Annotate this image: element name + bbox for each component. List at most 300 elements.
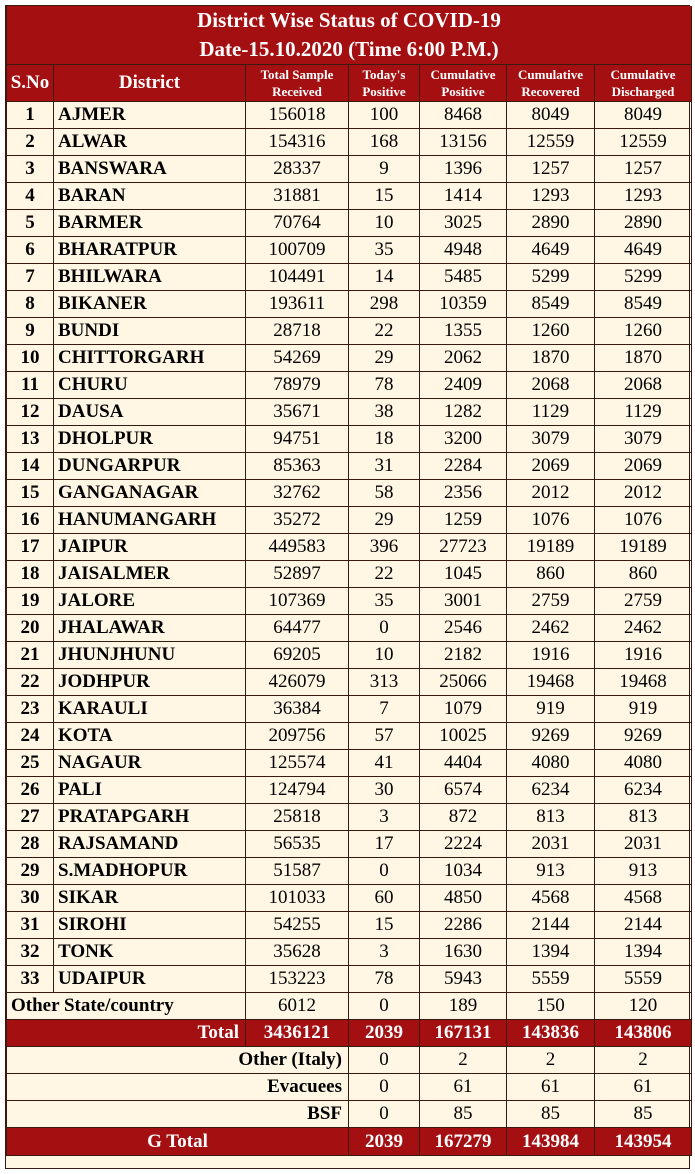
- cell-sno: 7: [7, 264, 54, 291]
- extra-today-positive: 0: [349, 1047, 420, 1074]
- cell-total-sample: 56535: [246, 831, 349, 858]
- cell-cumulative-discharged: 5559: [595, 966, 692, 993]
- table-row: [7, 237, 692, 264]
- cell-district: JHUNJHUNU: [54, 642, 246, 669]
- cell-total-sample: 124794: [246, 777, 349, 804]
- table-row: [7, 345, 692, 372]
- cell-today-positive: 3: [349, 939, 420, 966]
- cell-cumulative-recovered: 2068: [507, 372, 595, 399]
- cell-cumulative-recovered: 3079: [507, 426, 595, 453]
- cell-district: KOTA: [54, 723, 246, 750]
- cell-district: AJMER: [54, 102, 246, 129]
- table-row: [7, 561, 692, 588]
- table-row: [7, 291, 692, 318]
- report-title: District Wise Status of COVID-19: [7, 6, 692, 35]
- cell-today-positive: 14: [349, 264, 420, 291]
- cell-total-sample: 107369: [246, 588, 349, 615]
- cell-today-positive: 78: [349, 966, 420, 993]
- table-row: [7, 696, 692, 723]
- cell-total-sample: 28718: [246, 318, 349, 345]
- cell-total-sample: 51587: [246, 858, 349, 885]
- cell-total-sample: 54255: [246, 912, 349, 939]
- cell-today-positive: 57: [349, 723, 420, 750]
- cell-cumulative-positive: 1396: [420, 156, 507, 183]
- cell-sno: 24: [7, 723, 54, 750]
- status-sheet: [5, 5, 690, 1169]
- cell-cumulative-positive: 5485: [420, 264, 507, 291]
- cell-cumulative-positive: 2182: [420, 642, 507, 669]
- cell-cumulative-discharged: 9269: [595, 723, 692, 750]
- cell-cumulative-recovered: 1129: [507, 399, 595, 426]
- grand-total-today-positive: 2039: [349, 1128, 420, 1156]
- cell-cumulative-positive: 3001: [420, 588, 507, 615]
- cell-sno: 13: [7, 426, 54, 453]
- cell-district: BANSWARA: [54, 156, 246, 183]
- header-cumulative-positive: Cumulative Positive: [420, 65, 507, 102]
- cell-district: PALI: [54, 777, 246, 804]
- cell-district: BHILWARA: [54, 264, 246, 291]
- cell-sno: 11: [7, 372, 54, 399]
- cell-cumulative-discharged: 813: [595, 804, 692, 831]
- cell-sno: 2: [7, 129, 54, 156]
- extra-label: Evacuees: [7, 1074, 349, 1101]
- extra-cumulative-discharged: 2: [595, 1047, 692, 1074]
- table-row: [7, 372, 692, 399]
- table-row: [7, 912, 692, 939]
- header-cumulative-discharged: Cumulative Discharged: [595, 65, 692, 102]
- table-row: [7, 453, 692, 480]
- cell-today-positive: 313: [349, 669, 420, 696]
- grand-total-row: [7, 1128, 692, 1156]
- table-row: [7, 831, 692, 858]
- cell-total-sample: 36384: [246, 696, 349, 723]
- cell-cumulative-discharged: 860: [595, 561, 692, 588]
- cell-sno: 18: [7, 561, 54, 588]
- extra-row: [7, 1101, 692, 1128]
- header-row: [7, 65, 692, 102]
- cell-sno: 8: [7, 291, 54, 318]
- cell-district: S.MADHOPUR: [54, 858, 246, 885]
- cell-today-positive: 0: [349, 858, 420, 885]
- cell-cumulative-positive: 189: [420, 993, 507, 1020]
- cell-cumulative-discharged: 6234: [595, 777, 692, 804]
- table-row: [7, 129, 692, 156]
- extra-today-positive: 0: [349, 1074, 420, 1101]
- cell-cumulative-positive: 5943: [420, 966, 507, 993]
- cell-cumulative-discharged: 2012: [595, 480, 692, 507]
- cell-cumulative-positive: 2546: [420, 615, 507, 642]
- cell-district: BHARATPUR: [54, 237, 246, 264]
- cell-district: PRATAPGARH: [54, 804, 246, 831]
- cell-cumulative-discharged: 12559: [595, 129, 692, 156]
- cell-sno: 28: [7, 831, 54, 858]
- table-row: [7, 507, 692, 534]
- total-sample: 3436121: [246, 1020, 349, 1047]
- cell-cumulative-recovered: 913: [507, 858, 595, 885]
- cell-cumulative-recovered: 2031: [507, 831, 595, 858]
- cell-district: GANGANAGAR: [54, 480, 246, 507]
- table-row: [7, 669, 692, 696]
- cell-sno: 15: [7, 480, 54, 507]
- cell-district: BARAN: [54, 183, 246, 210]
- cell-today-positive: 15: [349, 912, 420, 939]
- cell-district: CHURU: [54, 372, 246, 399]
- cell-cumulative-positive: 1414: [420, 183, 507, 210]
- cell-cumulative-discharged: 2068: [595, 372, 692, 399]
- cell-sno: 5: [7, 210, 54, 237]
- cell-cumulative-discharged: 8049: [595, 102, 692, 129]
- cell-sno: 1: [7, 102, 54, 129]
- cell-sno: 31: [7, 912, 54, 939]
- extra-cumulative-discharged: 61: [595, 1074, 692, 1101]
- cell-today-positive: 3: [349, 804, 420, 831]
- cell-district: ALWAR: [54, 129, 246, 156]
- covid-status-table: [6, 6, 692, 1156]
- cell-today-positive: 298: [349, 291, 420, 318]
- cell-today-positive: 15: [349, 183, 420, 210]
- cell-cumulative-recovered: 2890: [507, 210, 595, 237]
- table-row: [7, 939, 692, 966]
- cell-cumulative-positive: 10025: [420, 723, 507, 750]
- cell-today-positive: 78: [349, 372, 420, 399]
- cell-today-positive: 31: [349, 453, 420, 480]
- cell-total-sample: 31881: [246, 183, 349, 210]
- cell-sno: 27: [7, 804, 54, 831]
- table-row: [7, 858, 692, 885]
- cell-cumulative-discharged: 3079: [595, 426, 692, 453]
- table-row: [7, 480, 692, 507]
- cell-today-positive: 10: [349, 642, 420, 669]
- cell-district: UDAIPUR: [54, 966, 246, 993]
- title-row-2: [7, 35, 692, 65]
- other-state-label: Other State/country: [7, 993, 246, 1020]
- total-cumulative-positive: 167131: [420, 1020, 507, 1047]
- cell-today-positive: 0: [349, 993, 420, 1020]
- extra-row: [7, 1074, 692, 1101]
- cell-total-sample: 426079: [246, 669, 349, 696]
- cell-sno: 9: [7, 318, 54, 345]
- grand-total-cumulative-discharged: 143954: [595, 1128, 692, 1156]
- cell-cumulative-discharged: 1916: [595, 642, 692, 669]
- cell-cumulative-recovered: 8049: [507, 102, 595, 129]
- table-row: [7, 426, 692, 453]
- cell-cumulative-recovered: 2069: [507, 453, 595, 480]
- cell-today-positive: 60: [349, 885, 420, 912]
- cell-cumulative-discharged: 8549: [595, 291, 692, 318]
- total-cumulative-discharged: 143806: [595, 1020, 692, 1047]
- total-today-positive: 2039: [349, 1020, 420, 1047]
- cell-cumulative-recovered: 150: [507, 993, 595, 1020]
- cell-sno: 12: [7, 399, 54, 426]
- cell-cumulative-discharged: 919: [595, 696, 692, 723]
- cell-sno: 30: [7, 885, 54, 912]
- cell-today-positive: 29: [349, 507, 420, 534]
- cell-cumulative-recovered: 19189: [507, 534, 595, 561]
- table-row: [7, 777, 692, 804]
- table-row: [7, 156, 692, 183]
- cell-district: KARAULI: [54, 696, 246, 723]
- cell-total-sample: 28337: [246, 156, 349, 183]
- cell-cumulative-discharged: 1076: [595, 507, 692, 534]
- cell-cumulative-positive: 2284: [420, 453, 507, 480]
- grand-total-cumulative-recovered: 143984: [507, 1128, 595, 1156]
- cell-total-sample: 153223: [246, 966, 349, 993]
- cell-today-positive: 168: [349, 129, 420, 156]
- cell-today-positive: 38: [349, 399, 420, 426]
- cell-district: CHITTORGARH: [54, 345, 246, 372]
- cell-cumulative-positive: 1630: [420, 939, 507, 966]
- total-row: [7, 1020, 692, 1047]
- table-row: [7, 750, 692, 777]
- cell-sno: 17: [7, 534, 54, 561]
- cell-cumulative-discharged: 1129: [595, 399, 692, 426]
- cell-cumulative-discharged: 1260: [595, 318, 692, 345]
- cell-today-positive: 10: [349, 210, 420, 237]
- cell-cumulative-recovered: 1260: [507, 318, 595, 345]
- total-cumulative-recovered: 143836: [507, 1020, 595, 1047]
- table-row: [7, 534, 692, 561]
- cell-district: JALORE: [54, 588, 246, 615]
- cell-cumulative-positive: 1355: [420, 318, 507, 345]
- cell-cumulative-positive: 25066: [420, 669, 507, 696]
- extra-label: BSF: [7, 1101, 349, 1128]
- extra-cumulative-positive: 85: [420, 1101, 507, 1128]
- cell-district: BUNDI: [54, 318, 246, 345]
- cell-district: SIKAR: [54, 885, 246, 912]
- cell-cumulative-discharged: 1257: [595, 156, 692, 183]
- cell-total-sample: 52897: [246, 561, 349, 588]
- cell-cumulative-positive: 3200: [420, 426, 507, 453]
- cell-cumulative-recovered: 2462: [507, 615, 595, 642]
- cell-today-positive: 0: [349, 615, 420, 642]
- extra-cumulative-discharged: 85: [595, 1101, 692, 1128]
- cell-district: DHOLPUR: [54, 426, 246, 453]
- cell-sno: 22: [7, 669, 54, 696]
- cell-total-sample: 32762: [246, 480, 349, 507]
- cell-cumulative-discharged: 19468: [595, 669, 692, 696]
- extra-cumulative-recovered: 85: [507, 1101, 595, 1128]
- cell-total-sample: 193611: [246, 291, 349, 318]
- cell-cumulative-recovered: 5299: [507, 264, 595, 291]
- cell-cumulative-positive: 4850: [420, 885, 507, 912]
- cell-today-positive: 22: [349, 318, 420, 345]
- cell-cumulative-recovered: 19468: [507, 669, 595, 696]
- cell-cumulative-discharged: 120: [595, 993, 692, 1020]
- table-row: [7, 210, 692, 237]
- cell-sno: 21: [7, 642, 54, 669]
- cell-total-sample: 35671: [246, 399, 349, 426]
- cell-sno: 14: [7, 453, 54, 480]
- cell-cumulative-discharged: 2890: [595, 210, 692, 237]
- table-row: [7, 102, 692, 129]
- cell-today-positive: 41: [349, 750, 420, 777]
- table-row: [7, 318, 692, 345]
- cell-cumulative-recovered: 4080: [507, 750, 595, 777]
- cell-cumulative-positive: 2224: [420, 831, 507, 858]
- cell-cumulative-recovered: 9269: [507, 723, 595, 750]
- cell-cumulative-discharged: 4568: [595, 885, 692, 912]
- cell-total-sample: 125574: [246, 750, 349, 777]
- table-row: [7, 264, 692, 291]
- extra-cumulative-recovered: 2: [507, 1047, 595, 1074]
- cell-cumulative-recovered: 6234: [507, 777, 595, 804]
- cell-today-positive: 396: [349, 534, 420, 561]
- cell-cumulative-positive: 872: [420, 804, 507, 831]
- cell-cumulative-recovered: 4649: [507, 237, 595, 264]
- cell-cumulative-discharged: 1293: [595, 183, 692, 210]
- header-cumulative-recovered: Cumulative Recovered: [507, 65, 595, 102]
- cell-total-sample: 64477: [246, 615, 349, 642]
- cell-cumulative-positive: 8468: [420, 102, 507, 129]
- cell-cumulative-positive: 13156: [420, 129, 507, 156]
- cell-cumulative-positive: 3025: [420, 210, 507, 237]
- cell-district: BIKANER: [54, 291, 246, 318]
- cell-cumulative-positive: 4404: [420, 750, 507, 777]
- cell-sno: 26: [7, 777, 54, 804]
- cell-sno: 4: [7, 183, 54, 210]
- table-row: [7, 885, 692, 912]
- cell-cumulative-recovered: 1257: [507, 156, 595, 183]
- cell-cumulative-discharged: 2031: [595, 831, 692, 858]
- cell-total-sample: 54269: [246, 345, 349, 372]
- cell-today-positive: 100: [349, 102, 420, 129]
- table-row: [7, 723, 692, 750]
- cell-cumulative-recovered: 919: [507, 696, 595, 723]
- cell-cumulative-positive: 4948: [420, 237, 507, 264]
- cell-cumulative-positive: 1259: [420, 507, 507, 534]
- cell-total-sample: 70764: [246, 210, 349, 237]
- cell-sno: 23: [7, 696, 54, 723]
- header-total-sample: Total Sample Received: [246, 65, 349, 102]
- cell-sno: 6: [7, 237, 54, 264]
- cell-today-positive: 35: [349, 237, 420, 264]
- cell-cumulative-recovered: 1076: [507, 507, 595, 534]
- cell-cumulative-recovered: 12559: [507, 129, 595, 156]
- cell-total-sample: 6012: [246, 993, 349, 1020]
- cell-cumulative-positive: 2356: [420, 480, 507, 507]
- cell-cumulative-discharged: 4080: [595, 750, 692, 777]
- cell-district: TONK: [54, 939, 246, 966]
- table-row: [7, 804, 692, 831]
- cell-sno: 32: [7, 939, 54, 966]
- cell-sno: 10: [7, 345, 54, 372]
- cell-sno: 16: [7, 507, 54, 534]
- cell-today-positive: 18: [349, 426, 420, 453]
- cell-today-positive: 9: [349, 156, 420, 183]
- cell-cumulative-recovered: 8549: [507, 291, 595, 318]
- cell-district: NAGAUR: [54, 750, 246, 777]
- cell-total-sample: 101033: [246, 885, 349, 912]
- cell-cumulative-recovered: 860: [507, 561, 595, 588]
- title-row-1: [7, 6, 692, 35]
- cell-total-sample: 78979: [246, 372, 349, 399]
- cell-today-positive: 30: [349, 777, 420, 804]
- cell-total-sample: 449583: [246, 534, 349, 561]
- extra-label: Other (Italy): [7, 1047, 349, 1074]
- cell-cumulative-positive: 27723: [420, 534, 507, 561]
- cell-cumulative-recovered: 4568: [507, 885, 595, 912]
- cell-total-sample: 25818: [246, 804, 349, 831]
- cell-cumulative-discharged: 913: [595, 858, 692, 885]
- cell-cumulative-discharged: 1870: [595, 345, 692, 372]
- total-label: Total: [7, 1020, 246, 1047]
- cell-total-sample: 94751: [246, 426, 349, 453]
- cell-cumulative-recovered: 2144: [507, 912, 595, 939]
- cell-today-positive: 29: [349, 345, 420, 372]
- table-row: [7, 183, 692, 210]
- cell-today-positive: 58: [349, 480, 420, 507]
- report-date: Date-15.10.2020 (Time 6:00 P.M.): [7, 35, 692, 65]
- extra-today-positive: 0: [349, 1101, 420, 1128]
- cell-total-sample: 85363: [246, 453, 349, 480]
- table-row: [7, 966, 692, 993]
- cell-cumulative-recovered: 1916: [507, 642, 595, 669]
- extra-cumulative-positive: 61: [420, 1074, 507, 1101]
- cell-total-sample: 35628: [246, 939, 349, 966]
- cell-sno: 29: [7, 858, 54, 885]
- header-sno: S.No: [7, 65, 54, 102]
- cell-district: SIROHI: [54, 912, 246, 939]
- cell-cumulative-positive: 2062: [420, 345, 507, 372]
- cell-cumulative-discharged: 19189: [595, 534, 692, 561]
- cell-district: JODHPUR: [54, 669, 246, 696]
- cell-total-sample: 35272: [246, 507, 349, 534]
- cell-total-sample: 104491: [246, 264, 349, 291]
- cell-district: DAUSA: [54, 399, 246, 426]
- header-today-positive: Today's Positive: [349, 65, 420, 102]
- cell-today-positive: 7: [349, 696, 420, 723]
- cell-sno: 3: [7, 156, 54, 183]
- cell-cumulative-positive: 6574: [420, 777, 507, 804]
- cell-today-positive: 22: [349, 561, 420, 588]
- grand-total-cumulative-positive: 167279: [420, 1128, 507, 1156]
- cell-cumulative-positive: 1045: [420, 561, 507, 588]
- cell-cumulative-recovered: 1394: [507, 939, 595, 966]
- cell-cumulative-positive: 2286: [420, 912, 507, 939]
- cell-sno: 20: [7, 615, 54, 642]
- cell-cumulative-recovered: 5559: [507, 966, 595, 993]
- table-row: [7, 615, 692, 642]
- cell-cumulative-discharged: 2069: [595, 453, 692, 480]
- cell-today-positive: 17: [349, 831, 420, 858]
- cell-cumulative-discharged: 2759: [595, 588, 692, 615]
- cell-district: RAJSAMAND: [54, 831, 246, 858]
- cell-cumulative-recovered: 1293: [507, 183, 595, 210]
- cell-cumulative-discharged: 2462: [595, 615, 692, 642]
- extra-row: [7, 1047, 692, 1074]
- cell-district: BARMER: [54, 210, 246, 237]
- cell-total-sample: 100709: [246, 237, 349, 264]
- cell-total-sample: 209756: [246, 723, 349, 750]
- cell-cumulative-recovered: 2012: [507, 480, 595, 507]
- extra-cumulative-positive: 2: [420, 1047, 507, 1074]
- header-district: District: [54, 65, 246, 102]
- cell-cumulative-discharged: 4649: [595, 237, 692, 264]
- cell-cumulative-positive: 1282: [420, 399, 507, 426]
- cell-district: HANUMANGARH: [54, 507, 246, 534]
- extra-cumulative-recovered: 61: [507, 1074, 595, 1101]
- cell-sno: 25: [7, 750, 54, 777]
- cell-cumulative-discharged: 5299: [595, 264, 692, 291]
- cell-total-sample: 154316: [246, 129, 349, 156]
- cell-cumulative-positive: 2409: [420, 372, 507, 399]
- table-row: [7, 642, 692, 669]
- cell-sno: 33: [7, 966, 54, 993]
- table-row: [7, 399, 692, 426]
- cell-sno: 19: [7, 588, 54, 615]
- cell-district: JAIPUR: [54, 534, 246, 561]
- cell-today-positive: 35: [349, 588, 420, 615]
